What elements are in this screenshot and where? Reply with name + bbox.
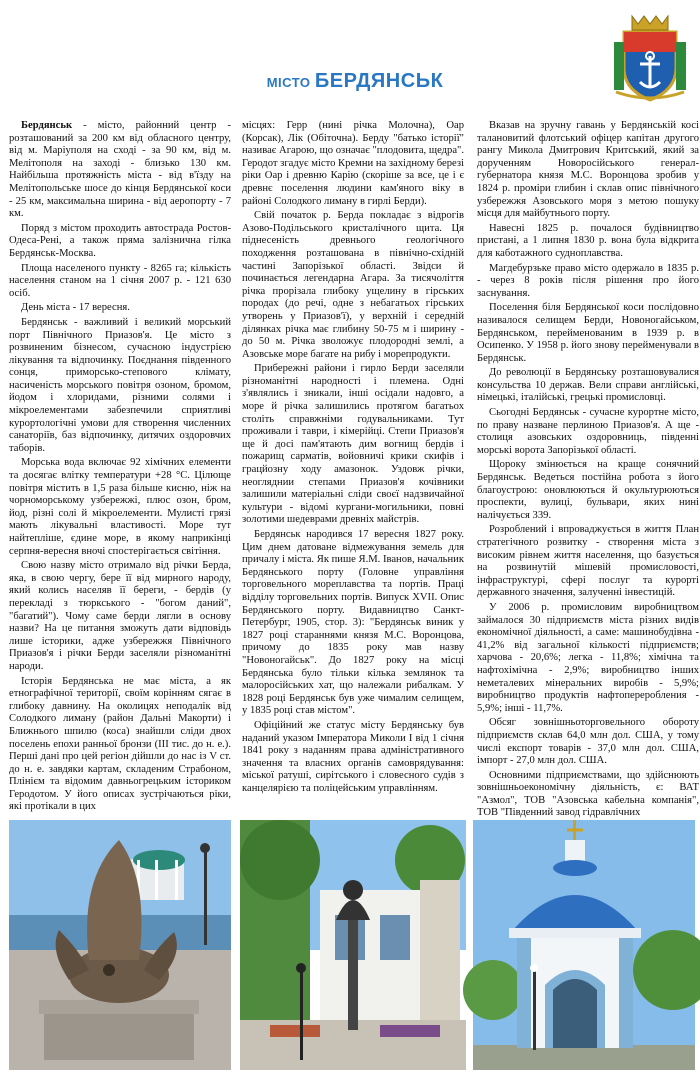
city-coat-of-arms	[610, 12, 690, 102]
paragraph: Офіційний же статус місту Бердянську був наданий указом Імператора Миколи І від 1 січня 1841 року з наданням права адміністративного значення та власних органів самоврядування: міської ратуші, сирітського і словесного судів з канцелярією та поліцейським управлінням.	[242, 719, 464, 794]
paragraph: Бердянськ - важливий і великий морський порт Північного Приазов'я. Це місто з розвиненим бізнесом, сучасною індустрією лікування та відпочинку. Поєднання південного сонця, приморсько-степового клімату, насиченість морського повітря озоном, бромом, йодом і хлоридами, різними солями і мікроелементами забезпечили сприятливі курортологічні умови для створення численних санаторіїв, баз відпочинку, дитячих оздоровчих таборів.	[9, 316, 231, 454]
page-title	[200, 70, 510, 93]
paragraph: місцях: Герр (нині річка Молочна), Оар (Корсак), Лік (Обіточна). Берду "батько історії" називає Агарою, що означає "плодовита, щедра". Геродот згадує місто Кремни на західному березі ріки Оар і древню Карію (скоріше за все, це і є древнє поселення людини кам'яного віку в районі Солодкого лиману в гирлі Берди).	[242, 120, 464, 207]
paragraph: Основними підприємствами, що здійснюють зовнішньоекономічну діяльність, є: ВАТ "Азмол", ТОВ "Азовська кабельна компанія", ТОВ "Південний завод гідравлічних	[477, 769, 699, 819]
paragraph: Магдебурзьке право місто одержало в 1835 р. - через 8 років після рішення про його заснування.	[477, 262, 699, 299]
title-main: БЕРДЯНСЬК	[314, 70, 444, 92]
blue-chapel-photo	[473, 820, 695, 1070]
lead-term: Бердянськ	[21, 120, 73, 131]
paragraph: Навесні 1825 р. почалося будівництво пристані, а 1 липня 1830 р. вона була відкрита для каботажного судноплавства.	[477, 222, 699, 259]
paragraph: Поряд з містом проходить автострада Ростов-Одеса-Рені, а також пряма залізнична гілка Бердянськ-Москва.	[9, 222, 231, 259]
fish-sculpture-photo	[9, 820, 231, 1070]
paragraph: Площа населеного пункту - 8265 га; кількість населення станом на 1 січня 2007 р. - 121 630 осіб.	[9, 262, 231, 299]
paragraph: Прибережні райони і гирло Берди заселяли різноманітні народності і племена. Одні з'являлись і зникали, інші осідали надовго, а море й річка залишились протягом багатьох століть справжніми годувальниками. Тут проживали і таври, і кімерійці. Степи Приазов'я ще й досі пам'ятають дим вогнищ бердів і пожарищ сарматів, войовничі крики скифів і грацйозну ходу амазонок. Уздовж річки, неогляднии степами Приазов'я кочівники залишили матеріальні сліди своєї надзвичайної культури - відомі кургани-могильники, повні золотими шедеврами древніх майстрів.	[242, 363, 464, 526]
text-column-3	[477, 120, 699, 819]
paragraph: Обсяг зовнішньоторговельного обороту підприємств склав 64,0 млн дол. США, у тому числі експорт товарів - 37,0 млн дол. США, імпорт - 27,0 млн дол. США.	[477, 717, 699, 767]
paragraph: Розроблений і впроваджується в життя План стратегічного розвитку - створення міста з високим рівнем життя населення, що базується на розвинутій мішевій промисловості, інфраструктурі, сфері послуг та курорті державного значення, залученні інвестицій.	[477, 524, 699, 599]
paragraph: Сьогодні Бердянськ - сучасне курортне місто, по праву назване перлиною Приазов'я. А ще - столиця азовських оздоровниць, південні морські ворота Запорізької області.	[477, 407, 699, 456]
text-column-1	[9, 120, 231, 813]
paragraph: До революції в Бердянську розташовувалися консульства 10 держав. Вели справи англійські, німецькі, італійські, грецькі промисловці.	[477, 367, 699, 404]
monument-street-photo	[240, 820, 466, 1070]
paragraph	[9, 120, 231, 221]
paragraph: Бердянськ народився 17 вересня 1827 року. Цим днем датоване відмежування земель для причалу і міста. Як пише Я.М. Іванов, начальник Бердянського порту (Головне управління торговельного мореплавства та портів. Праці відділу торговельних портів. Випуск XVII. Опис Бердянського порту. Видавництво Санкт-Петербург, 1905, стор. 3): "Бердянськ виник у 1827 році стараннями князя М.С. Воронцова, причому до 1835 року мав назву "Новоногайськ". До 1827 року на місці Бердянська було тільки кілька землянок та малоросійських хат, що належали рибалкам. У 1828 році Бердянськ був уже чималим селищем, у 1835 році став містом".	[242, 529, 464, 717]
paragraph: Свою назву місто отримало від річки Берда, яка, в свою чергу, бере її від мирного народу, який колись населяв її береги, - бердів (у перекладі з тюркського - "богом даний", "багатий"). Чому саме берди лягли в основу назви? На це питання зможуть дати відповідь лише історики, адже узбережжя Північного Приазов'я і річки Берди заселяли різноманітні народи.	[9, 560, 231, 672]
title-prefix: МІСТО	[266, 75, 311, 90]
paragraph-text: - місто, районний центр - розташований за 200 км від обласного центру, від м. Маріуполя на сході - за 90 км, від м. Мелітополя на заході - близько 130 км. Найбільша протяжність міста - від в'їзду на Мелітопольське шосе до кінця Бердянської коси - 25 км, максимальна ширина - від аеропорту - 7 км.	[9, 120, 231, 220]
paragraph: Щороку змінюється на краще сонячний Бердянськ. Ведеться постійна робота з його благоустрою: оновлюються й окультурюються проспекти, вулиці, бульвари, яких нині налічується 339.	[477, 459, 699, 521]
coat-of-arms-icon	[610, 12, 690, 102]
paragraph: День міста - 17 вересня.	[21, 302, 130, 314]
paragraph: У 2006 р. промисловим виробництвом займалося 30 підприємств міста різних видів економічної діяльності, а саме: машинобудівна - 41,2% від загальної кількості підприємств; харчова - 20,6%; легка - 11,8%; хімічна та нафтохімічна - 2,9%; виробництво інших неметалевих мінеральних виробів - 5,9%; виробництво продуктів нафтопереробления - 5,9%; інші - 11,7%.	[477, 601, 699, 714]
paragraph: Свій початок р. Берда покладає з відрогів Азово-Подільського кристалічного щита. Ця піднесеність древнього геологічного походження розташована в північно-східній частині Запорізької області. Звідси й починається легендарна Агара. За тисячоліття річка прорізала глибоку ущелину в гірських породах (до речі, одне з небагатьох гірських утворень у Приазов'ї), у верхній і середній ділянках річка має глибину 50-75 м і ширину - до 50 м. Річка зволожує плодородні землі, а Азовське море багате на рибу і морепродукти.	[242, 210, 464, 360]
paragraph: Вказав на зручну гавань у Бердянській косі талановитий флотський офіцер капітан другого рангу Микола Дмитрович Критський, який за дорученням Новоросійського генерал-губернатора князя М.С. Воронцова зробив у 1824 р. проміри глибин і склав опис північного узбережжя Азовського моря з метою пошуку місця для майбутнього порту.	[477, 120, 699, 220]
paragraph: Історія Бердянська не має міста, а як етнографічної території, своїм корінням сягає в глибоку давнину. На околицях неподалік від Солодкого лиману (район Дальні Макорти) і Ближнього шпилю (коса) знайшли сліди двох поселень епохи ранньої бронзи (ІІІ тис. до н. е.). Перші дані про цей регіон дійшли до нас із V ст. до н. е. завдяки картам, складеним Страбоном, Плінієм та відомим давньогрецьким істориком Геродотом. У його описах зустрічаються ріки, які протікали в цих	[9, 675, 231, 813]
paragraph: Морська вода включає 92 хімічних елементи та досягає влітку температури +28 °С. Цілюще повітря містить в 1,5 раза більше кисню, ніж на чорноморському узбережжі, плюс озон, бром, йод, різні солі й мікроелементи. Мулисті грязі мають лікувальні властивості. Море тут найтепліше, єдине море, в якому наприкінці серпня-вересня вночі спостерігається світіння.	[9, 457, 231, 557]
paragraph: Поселення біля Бердянської коси послідовно називалося селищем Берди, Новоногайськом, Бердянськом, перейменованим в 1939 р. в Осипенко. У 1958 р. його знову перейменували в Бердянськ.	[477, 302, 699, 364]
text-column-2	[242, 120, 464, 810]
